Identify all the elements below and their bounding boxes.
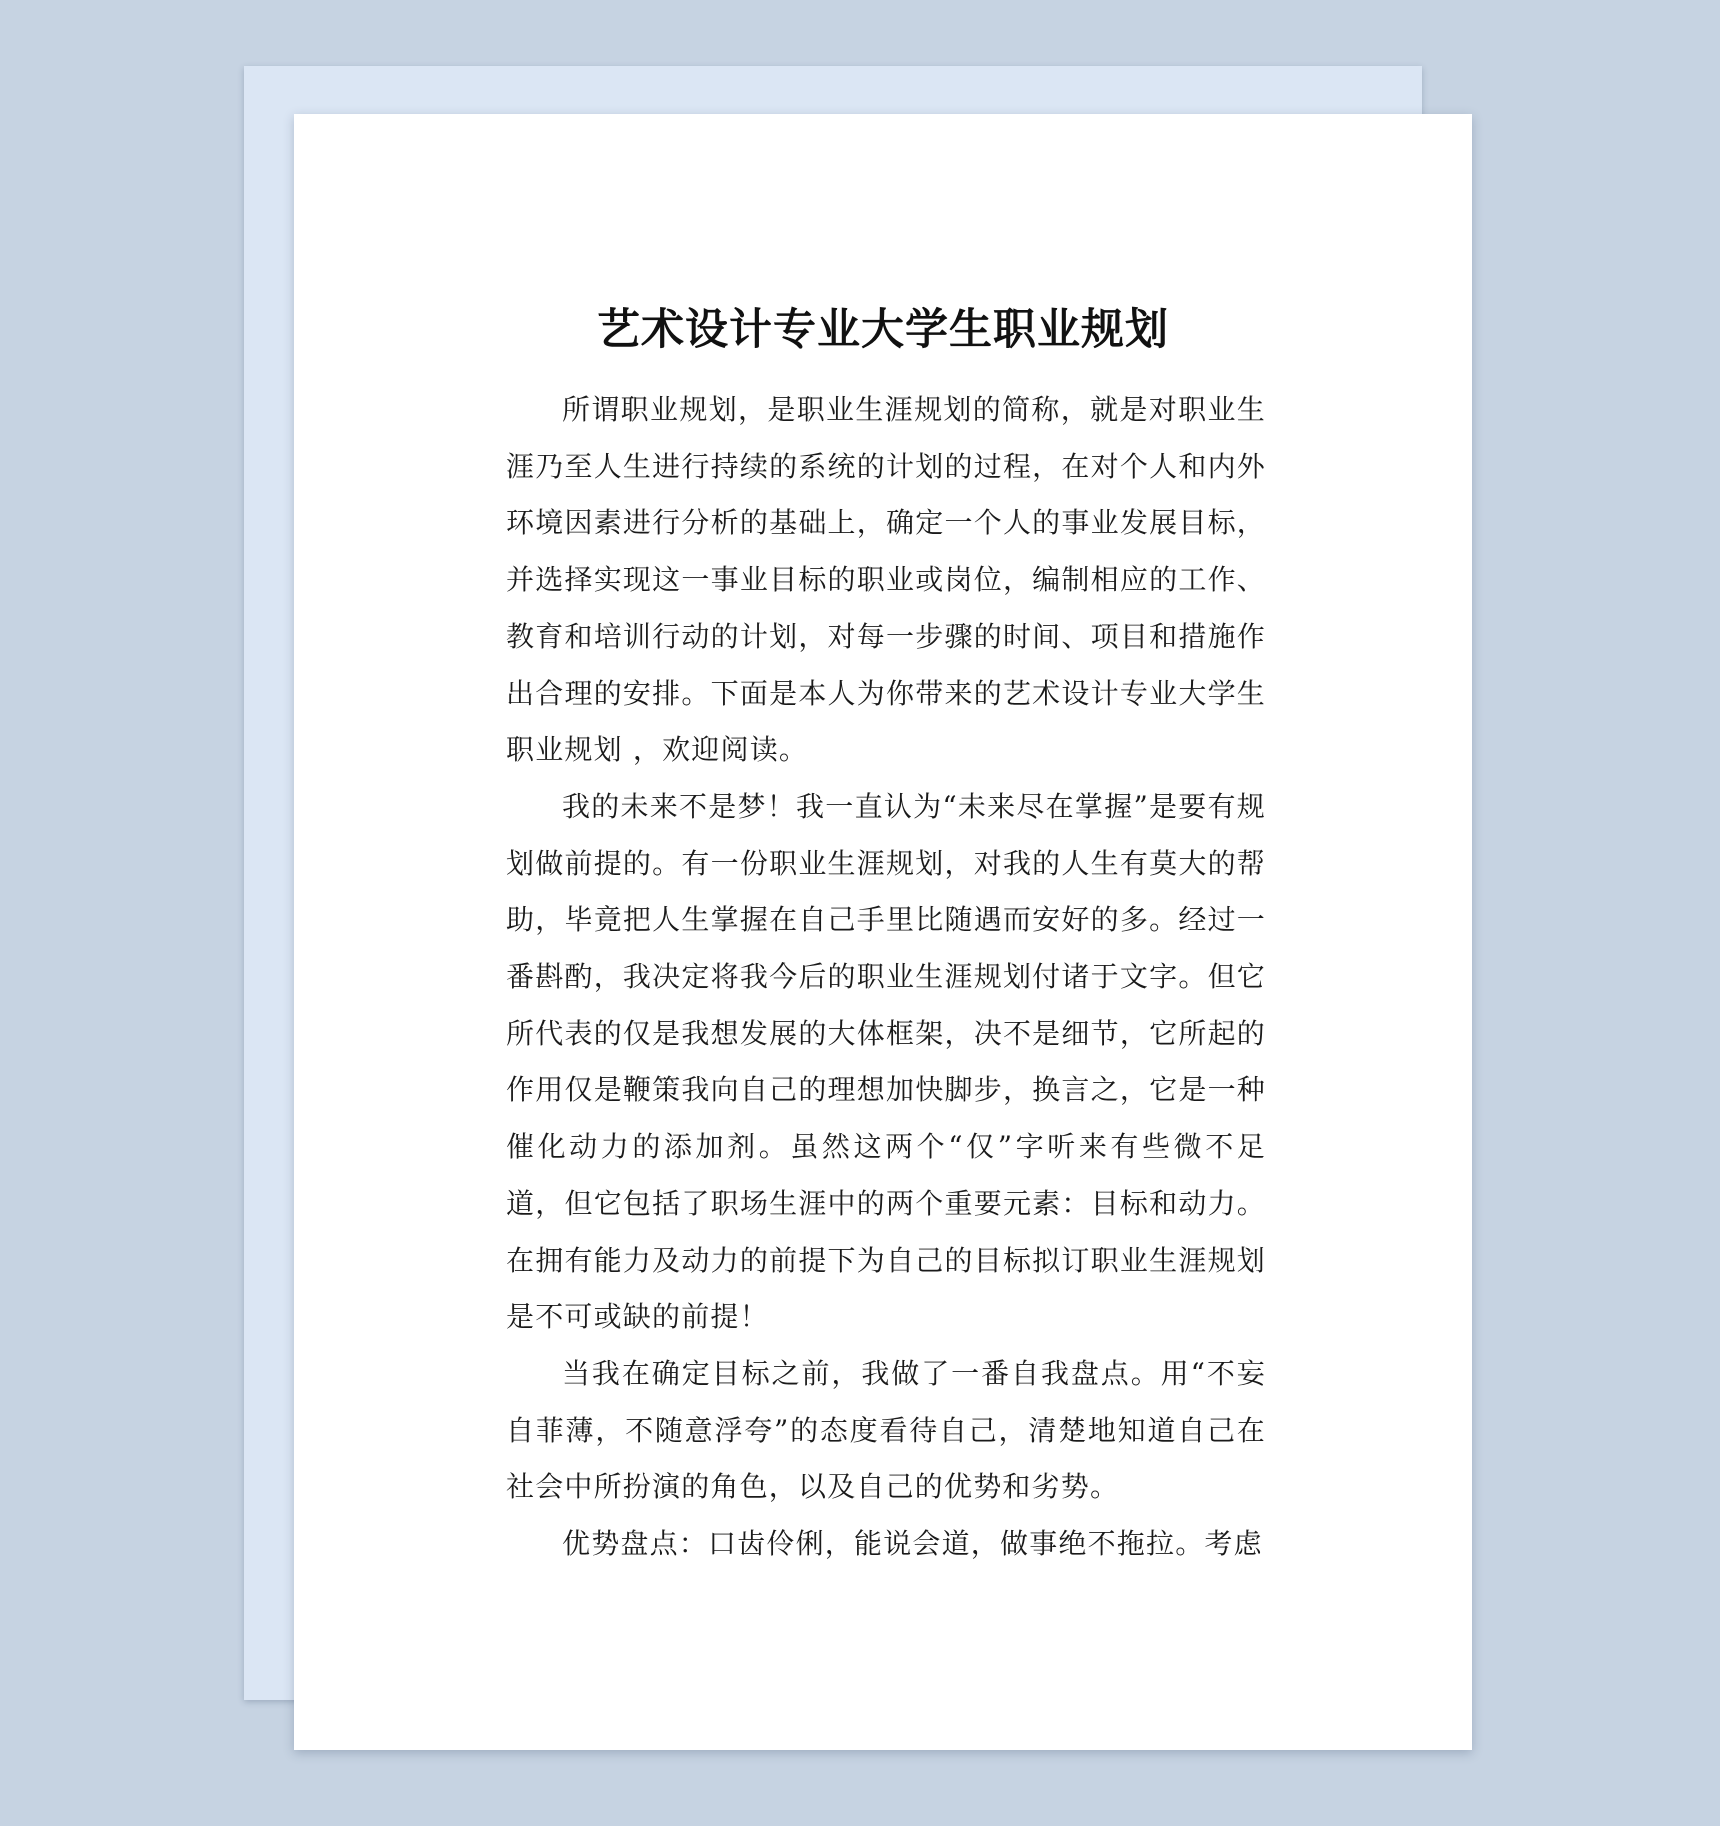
document-body xyxy=(506,382,1266,1573)
document-title: 艺术设计专业大学生职业规划 xyxy=(597,305,1169,355)
paragraph-intro: 所谓职业规划，是职业生涯规划的简称，就是对职业生涯乃至人生进行持续的系统的计划的过程，在对个人和内外环境因素进行分析的基础上，确定一个人的事业发展目标，并选择实现这一事业目标的职业或岗位，编制相应的工作、教育和培训行动的计划，对每一步骤的时间、项目和措施作出合理的安排。下面是本人为你带来的艺术设计专业大学生职业规划 ，欢迎阅读。 xyxy=(506,393,1266,767)
paragraph-self-assessment: 当我在确定目标之前，我做了一番自我盘点。用“不妄自菲薄，不随意浮夸”的态度看待自己，清楚地知道自己在社会中所扮演的角色，以及自己的优势和劣势。 xyxy=(506,1356,1266,1504)
paragraph-strengths: 优势盘点：口齿伶俐，能说会道，做事绝不拖拉。考虑 xyxy=(562,1527,1263,1561)
document-page xyxy=(294,114,1472,1750)
paragraph-dream: 我的未来不是梦！我一直认为“未来尽在掌握”是要有规划做前提的。有一份职业生涯规划，对我的人生有莫大的帮助，毕竟把人生掌握在自己手里比随遇而安好的多。经过一番斟酌，我决定将我今后的职业生涯规划付诸于文字。但它所代表的仅是我想发展的大体框架，决不是细节，它所起的作用仅是鞭策我向自己的理想加快脚步，换言之，它是一种催化动力的添加剂。虽然这两个“仅”字听来有些微不足道，但它包括了职场生涯中的两个重要元素：目标和动力。在拥有能力及动力的前提下为自己的目标拟订职业生涯规划是不可或缺的前提！ xyxy=(506,789,1266,1334)
